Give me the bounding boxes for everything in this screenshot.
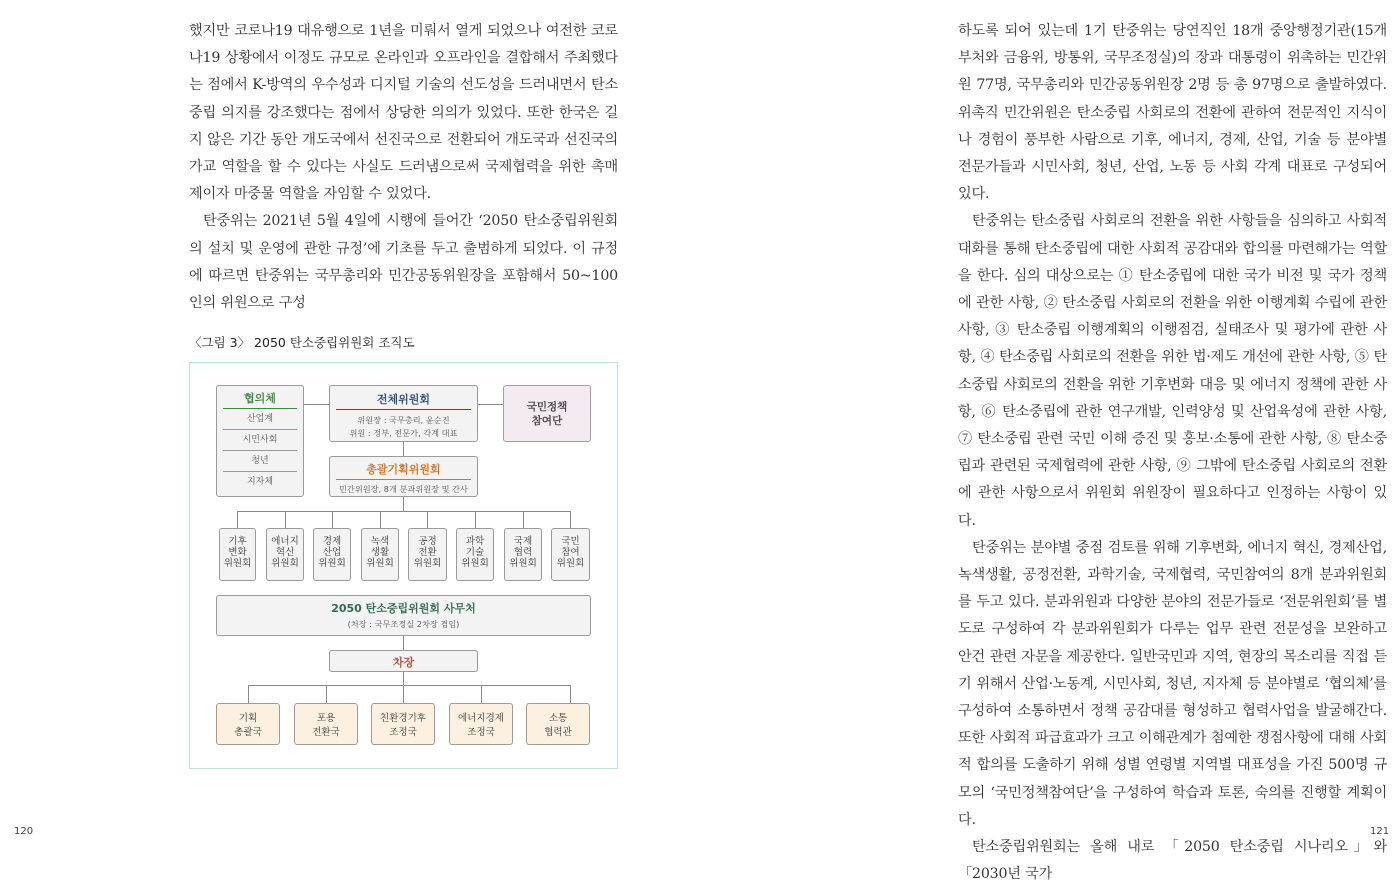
council-item: 산업계 (246, 414, 274, 424)
subcommittee-label: 국민 (561, 536, 580, 547)
department-box (449, 703, 513, 745)
subcommittee-label: 위원회 (366, 558, 394, 569)
subcommittee-label: 협력 (513, 547, 533, 558)
subcommittee-label: 에너지 (271, 536, 299, 547)
council-item: 지자체 (246, 477, 274, 487)
paragraph: 탄중위는 2021년 5월 4일에 시행에 들어간 ‘2050 탄소중립위원회의 설치 및 운영에 관한 규정’에 기초를 두고 출범하게 되었다. 이 규정에 따르면 탄중위는 국무총리와 민간공동위원장을 포함해서 50~100인의 위원으로 구성 (189, 213, 618, 312)
plenary-title: 전체위원회 (376, 393, 431, 406)
department-label: 조정국 (467, 727, 495, 738)
subcommittee-box (551, 528, 590, 581)
subcommittee-label: 위원회 (461, 558, 489, 569)
subcommittee-label: 기후 (228, 536, 247, 547)
department-label: 조정국 (389, 727, 417, 738)
department-box (216, 703, 280, 745)
planning-committee-box (329, 456, 478, 497)
subcommittee-label: 기술 (465, 547, 485, 558)
subcommittee-label: 공정 (418, 536, 437, 547)
subcommittee-label: 산업 (322, 547, 342, 558)
subcommittee-label: 과학 (465, 536, 485, 547)
department-label: 협력관 (544, 727, 572, 738)
plenary-chair: 위원장 : 국무총리, 윤순진 (357, 415, 450, 425)
figure-caption: 〈그림 3〉 2050 탄소중립위원회 조직도 (189, 335, 415, 350)
vice-director-box (329, 650, 478, 672)
department-label: 총괄국 (234, 727, 262, 738)
citizen-label-1: 국민정책 (526, 401, 568, 413)
subcommittee-box (408, 528, 447, 581)
paragraph: 탄중위는 분야별 중점 검토를 위해 기후변화, 에너지 혁신, 경제산업, 녹색생활, 공정전환, 과학기술, 국제협력, 국민참여의 8개 분과위원회를 두고 있다. 분과위원과 다양한 분야의 전문가들로 ‘전문위원회’를 별도로 구성하여 각 분과위원회가 다루는 업무 관련 전문성을 보완하고 안건 관련 자문을 제공한다. 일반국민과 지역, 현장의 목소리를 직접 듣기 위해서 산업·노동계, 시민사회, 청년, 지자체 등 분야별로 ‘협의체’를 구성하여 소통하면서 정책 공감대를 형성하고 협력사업을 발굴해간다. 또한 사회적 파급효과가 크고 이해관계가 첨예한 쟁점사항에 대해 사회적 합의를 도출하기 위해 성별 연령별 지역별 대표성을 가진 500명 규모의 ‘국민정책참여단’을 구성하여 학습과 토론, 숙의를 진행할 계획이다. (958, 539, 1387, 828)
subcommittee-label: 위원회 (271, 558, 299, 569)
subcommittee-label: 위원회 (318, 558, 346, 569)
subcommittee-label: 혁신 (275, 547, 295, 558)
subcommittee-label: 생활 (370, 547, 390, 558)
department-label: 기획 (238, 713, 258, 724)
left-page-body (189, 18, 618, 317)
council-item: 시민사회 (242, 435, 278, 445)
subcommittee-label: 위원회 (509, 558, 537, 569)
subcommittee-label: 위원회 (223, 558, 252, 569)
department-box (526, 703, 590, 745)
org-chart (189, 362, 618, 769)
planning-sub: 민간위원장, 8개 분과위원장 및 간사 (339, 484, 468, 494)
secretariat-box (216, 595, 591, 636)
department-label: 전환국 (312, 727, 340, 738)
subcommittee-label: 변화 (228, 547, 247, 558)
paragraph: 탄중위는 탄소중립 사회로의 전환을 위한 사항들을 심의하고 사회적 대화를 통해 탄소중립에 대한 사회적 공감대와 합의를 마련해가는 역할을 한다. 심의 대상으로는 ① 탄소중립에 대한 국가 비전 및 국가 정책에 관한 사항, ② 탄소중립 사회로의 전환을 위한 이행계획 수립에 관한 사항, ③ 탄소중립 이행계획의 이행점검, 실태조사 및 평가에 관한 사항, ④ 탄소중립 사회로의 전환을 위한 법·제도 개선에 관한 사항, ⑤ 탄소중립 사회로의 전환을 위한 기후변화 대응 및 에너지 정책에 관한 사항, ⑥ 탄소중립에 관한 연구개발, 인력양성 및 산업육성에 관한 사항, ⑦ 탄소중립 관련 국민 이해 증진 및 홍보·소통에 관한 사항, ⑧ 탄소중립과 관련된 국제협력에 관한 사항, ⑨ 그밖에 탄소중립 사회로의 전환에 관한 사항으로서 위원회 위원장이 필요하다고 인정하는 사항이 있다. (958, 213, 1387, 529)
council-title: 협의체 (244, 392, 276, 405)
paragraph: 했지만 코로나19 대유행으로 1년을 미뤄서 열게 되었으나 여전한 코로나19 상황에서 이정도 규모로 온라인과 오프라인을 결합해서 주최했다는 점에서 K-방역의 우수성과 디지털 기술의 선도성을 드러내면서 탄소중립 의지를 강조했다는 점에서 상당한 의의가 있었다. 또한 한국은 길지 않은 기간 동안 개도국에서 선진국으로 전환되어 개도국과 선진국의 가교 역할을 할 수 있다는 사실도 드러냄으로써 국제협력을 위한 촉매제이자 마중물 역할을 자임할 수 있었다. (189, 23, 618, 203)
subcommittee-label: 국제 (513, 536, 533, 547)
subcommittee-box (313, 528, 351, 581)
vice-director-label: 차장 (392, 656, 415, 669)
citizen-label-2: 참여단 (531, 415, 563, 427)
council-box (216, 385, 304, 497)
subcommittee-box (456, 528, 494, 581)
subcommittee-box (504, 528, 542, 581)
department-label: 친환경기후 (380, 713, 426, 724)
page-number-right: 121 (1370, 826, 1390, 837)
paragraph: 하도록 되어 있는데 1기 탄중위는 당연직인 18개 중앙행정기관(15개 부처와 금융위, 방통위, 국무조정실)의 장과 대통령이 위촉하는 민간위원 77명, 국무총리와 민간공동위원장 2명 등 총 97명으로 출발하였다. 위촉직 민간위원은 탄소중립 사회로의 전환에 관하여 전문적인 지식이나 경험이 풍부한 사람으로 기후, 에너지, 경제, 산업, 기술 등 분야별 전문가들과 시민사회, 청년, 산업, 노동 등 사회 각계 대표로 구성되어 있다. (958, 23, 1387, 203)
planning-title: 총괄기획위원회 (366, 463, 441, 476)
department-label: 에너지경제 (458, 713, 504, 724)
department-label: 소통 (548, 713, 568, 724)
subcommittee-box (266, 528, 304, 581)
subcommittee-label: 참여 (561, 547, 580, 558)
citizen-policy-group-box (503, 385, 591, 442)
page-number-left: 120 (14, 826, 34, 837)
council-item: 청년 (251, 456, 269, 466)
subcommittee-label: 전환 (418, 547, 437, 558)
plenary-members: 위원 : 정부, 전문가, 각계 대표 (349, 428, 458, 438)
subcommittee-box (219, 528, 256, 581)
right-page-body (958, 18, 1390, 889)
subcommittee-label: 녹색 (370, 536, 390, 547)
plenary-committee-box (329, 385, 478, 442)
paragraph: 탄소중립위원회는 올해 내로 「2050 탄소중립 시나리오」와 「2030년 국가 (958, 839, 1387, 883)
department-box (294, 703, 358, 745)
secretariat-title: 2050 탄소중립위원회 사무처 (331, 602, 476, 615)
subcommittee-label: 위원회 (556, 558, 585, 569)
subcommittee-label: 경제 (322, 536, 342, 547)
subcommittee-label: 위원회 (413, 558, 442, 569)
department-label: 포용 (316, 713, 336, 724)
department-box (371, 703, 435, 745)
secretariat-sub: (처장 : 국무조정실 2차장 겸임) (347, 619, 460, 629)
subcommittee-box (361, 528, 399, 581)
